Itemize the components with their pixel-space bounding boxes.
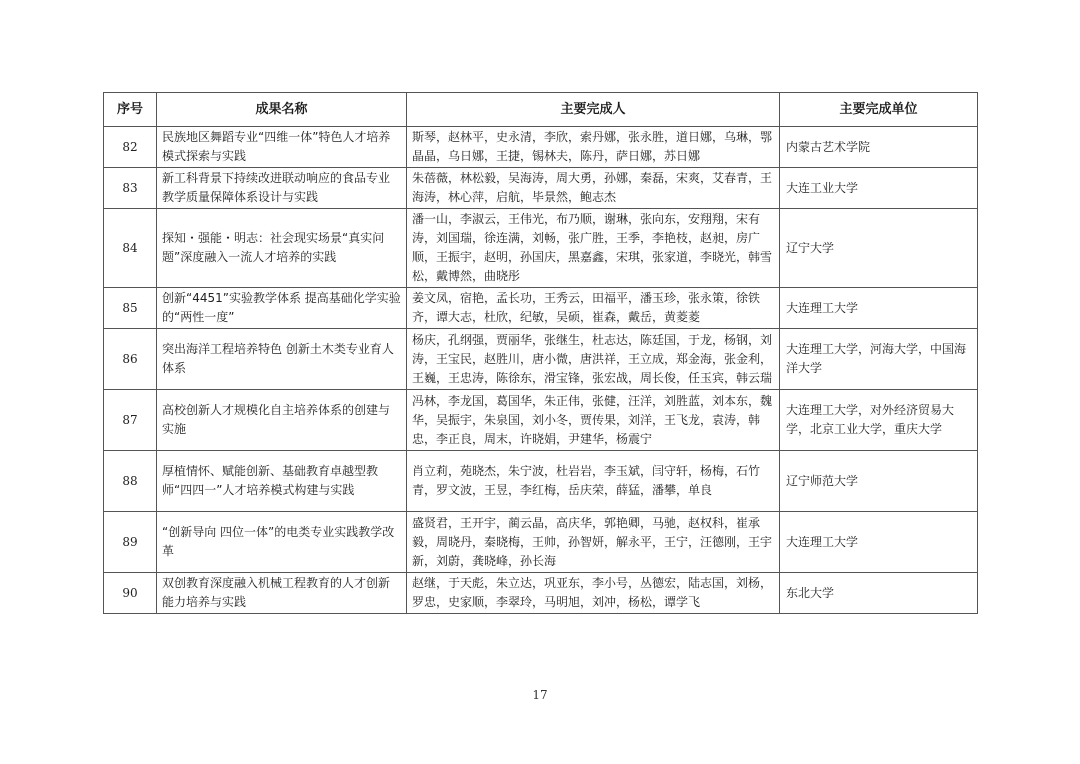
row-unit: 大连理工大学，对外经济贸易大学，北京工业大学，重庆大学 [780,390,978,451]
row-people: 潘一山，李淑云，王伟光，布乃顺，谢琳，张向东，安翔翔，宋有涛，刘国瑞，徐连满，刘畅，张广胜，王季，李艳枝，赵昶，房广顺，王振宇，赵明，孙国庆，黑嘉鑫，宋琪，张家道，李晓光，韩雪松，戴博然，曲晓彤 [407,209,780,288]
table-row [104,451,978,512]
row-seq: 90 [104,573,157,614]
row-seq: 83 [104,168,157,209]
row-people: 肖立莉，苑晓杰，朱宁波，杜岩岩，李玉斌，闫守轩，杨梅，石竹青，罗文波，王昱，李红梅，岳庆荣，薛猛，潘攀，单良 [407,451,780,512]
row-seq: 84 [104,209,157,288]
row-unit: 大连理工大学 [780,512,978,573]
row-unit: 辽宁师范大学 [780,451,978,512]
table-row [104,168,978,209]
achievement-table [103,92,978,614]
row-title: 创新“4451”实验教学体系 提高基础化学实验的“两性一度” [157,288,407,329]
header-people: 主要完成人 [407,93,780,127]
row-unit: 内蒙古艺术学院 [780,127,978,168]
table-header-row [104,93,978,127]
table-row [104,512,978,573]
row-seq: 89 [104,512,157,573]
table-row [104,288,978,329]
table-row [104,390,978,451]
row-title: 探知・强能・明志：社会现实场景“真实问题”深度融入一流人才培养的实践 [157,209,407,288]
row-seq: 85 [104,288,157,329]
row-unit: 辽宁大学 [780,209,978,288]
row-people: 盛贤君，王开宇，蔺云晶，高庆华，郭艳卿，马驰，赵权科，崔承毅，周晓丹，秦晓梅，王帅，孙智妍，解永平，王宁，汪德刚，王宇新，刘蔚，龚晓峰，孙长海 [407,512,780,573]
row-seq: 88 [104,451,157,512]
row-seq: 87 [104,390,157,451]
header-seq: 序号 [104,93,157,127]
row-people: 姜文凤，宿艳，孟长功，王秀云，田福平，潘玉珍，张永策，徐铁齐，谭大志，杜欣，纪敏，吴硕，崔森，戴岳，黄菱菱 [407,288,780,329]
row-title: 新工科背景下持续改进联动响应的食品专业教学质量保障体系设计与实践 [157,168,407,209]
row-people: 冯林，李龙国，葛国华，朱正伟，张健，汪洋，刘胜蓝，刘本东，魏华，吴振宇，朱泉国，刘小冬，贾传果，刘洋，王飞龙，袁涛，韩忠，李正良，周末，许晓娟，尹建华，杨震宁 [407,390,780,451]
row-title: 双创教育深度融入机械工程教育的人才创新能力培养与实践 [157,573,407,614]
row-unit: 大连工业大学 [780,168,978,209]
row-title: “创新导向 四位一体”的电类专业实践教学改革 [157,512,407,573]
table-row [104,573,978,614]
row-unit: 大连理工大学 [780,288,978,329]
row-people: 斯琴，赵林平，史永清，李欣，索丹娜，张永胜，道日娜，乌琳，鄂晶晶，乌日娜，王捷，锡林夫，陈丹，萨日娜，苏日娜 [407,127,780,168]
row-unit: 大连理工大学，河海大学，中国海洋大学 [780,329,978,390]
row-people: 赵继，于天彪，朱立达，巩亚东，李小号，丛德宏，陆志国，刘杨，罗忠，史家顺，李翠玲，马明旭，刘冲，杨松，谭学飞 [407,573,780,614]
page-number: 17 [532,688,548,702]
row-seq: 82 [104,127,157,168]
row-title: 民族地区舞蹈专业“四维一体”特色人才培养模式探索与实践 [157,127,407,168]
table-row [104,127,978,168]
row-title: 高校创新人才规模化自主培养体系的创建与实施 [157,390,407,451]
row-people: 朱蓓薇，林松毅，吴海涛，周大勇，孙娜，秦磊，宋爽，艾春青，王海涛，林心萍，启航，毕景然，鲍志杰 [407,168,780,209]
header-unit: 主要完成单位 [780,93,978,127]
row-title: 厚植情怀、赋能创新、基础教育卓越型教师“四四一”人才培养模式构建与实践 [157,451,407,512]
row-title: 突出海洋工程培养特色 创新土木类专业育人体系 [157,329,407,390]
table-row [104,209,978,288]
row-unit: 东北大学 [780,573,978,614]
table-row [104,329,978,390]
header-title: 成果名称 [157,93,407,127]
row-seq: 86 [104,329,157,390]
row-people: 杨庆，孔纲强，贾丽华，张继生，杜志达，陈廷国，于龙，杨钢，刘涛，王宝民，赵胜川，唐小微，唐洪祥，王立成，郑金海，张金利，王巍，王忠涛，陈徐东，滑宝锋，张宏战，周长俊，任玉宾，韩云瑞 [407,329,780,390]
